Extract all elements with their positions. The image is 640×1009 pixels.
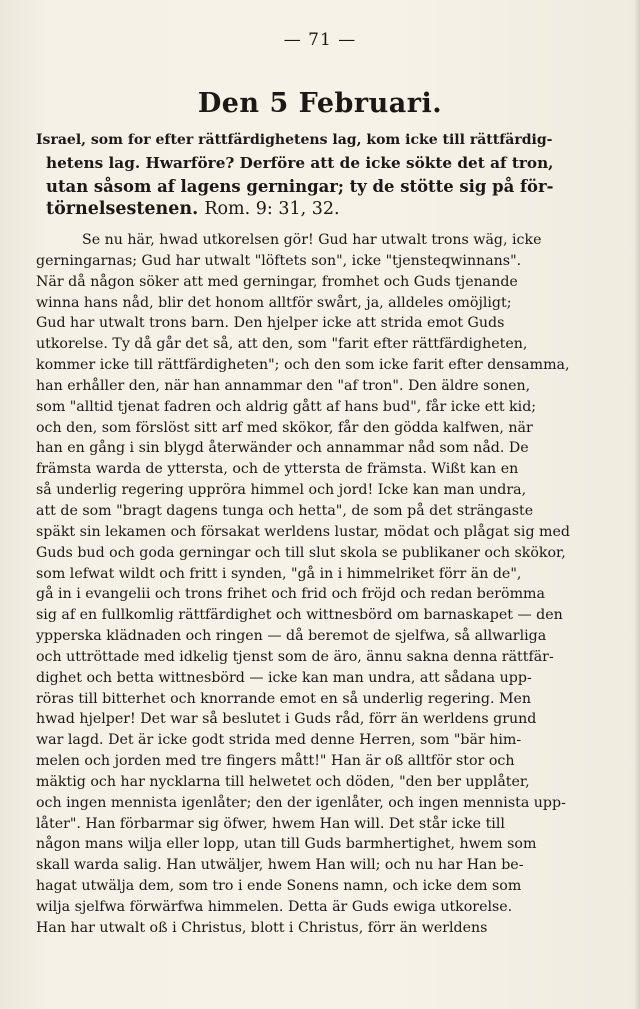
text-line: wilja sjelfwa förwärfwa himmelen. Detta är Guds ewiga utkorelse. bbox=[36, 899, 513, 915]
intro-line-last bbox=[36, 198, 556, 221]
text-line: war lagd. Det är icke godt strida med denne Herren, som "bär him- bbox=[36, 732, 522, 749]
page-edge-shadow bbox=[634, 0, 640, 1009]
text-line: gå in i evangelii och trons frihet och frid och fröjd och redan berömma bbox=[36, 586, 545, 603]
text-line: När då någon söker att med gerningar, fromhet och Guds tjenande bbox=[36, 273, 518, 290]
page-number: — 71 — bbox=[283, 30, 357, 50]
text-line: melen och jorden med tre fingers mått!" Han är oß alltför stor och bbox=[36, 753, 515, 770]
text-line: låter". Han förbarmar sig öfwer, hwem Han will. Det står icke till bbox=[36, 815, 505, 832]
text-line: mäktig och har nycklarna till helwetet och döden, "den ber upplåter, bbox=[36, 773, 530, 790]
text-line: att de som "bragt dagens tunga och hetta", de som på det strängaste bbox=[36, 502, 534, 519]
text-line: han en gång i sin blygd återwänder och annammar nåd som nåd. De bbox=[36, 440, 529, 457]
text-line: som lefwat wildt och fritt i synden, "gå in i himmelriket förr än de", bbox=[36, 565, 522, 582]
text-line: sig af en fullkomlig rättfärdighet och wittnesbörd om barnaskapet — den bbox=[36, 607, 563, 624]
text-line: dighet och betta wittnesbörd — icke kan man undra, att sådana upp- bbox=[36, 669, 532, 686]
text-line: han erhåller den, när han annammar den "af tron". Den äldre sonen, bbox=[36, 377, 531, 394]
intro-line: utan såsom af lagens gerningar; ty de stötte sig på för- bbox=[46, 177, 554, 196]
text-line: Gud har utwalt trons barn. Den hjelper icke att strida emot Guds bbox=[36, 315, 505, 332]
text-line: så underlig regering uppröra himmel och jord! Icke kan man undra, bbox=[36, 482, 527, 499]
body-paragraph bbox=[36, 230, 602, 939]
text-line: kommer icke till rättfärdigheten"; och den som icke farit efter densamma, bbox=[36, 357, 570, 374]
text-line: hagat utwälja dem, som tro i ende Sonens namn, och icke dem som bbox=[36, 878, 522, 895]
scripture-reference: Rom. 9: 31, 32. bbox=[204, 199, 340, 219]
text-line: späkt sin lekamen och försakat werldens lustar, mödat och plågat sig med bbox=[36, 523, 570, 540]
intro-line: Israel, som for efter rättfärdighetens lag, kom icke till rättfärdig- bbox=[36, 132, 553, 148]
intro-line: hetens lag. Hwarföre? Derföre att de icke sökte det af tron, bbox=[46, 154, 554, 172]
text-line: någon mans wilja eller lopp, utan till Guds barmhertighet, hwem som bbox=[36, 836, 537, 853]
text-line: Han har utwalt oß i Christus, blott i Christus, förr än werldens bbox=[36, 919, 488, 936]
text-line: röras till bitterhet och knorrande emot en så underlig regering. Men bbox=[36, 690, 532, 707]
text-line: winna hans nåd, blir det honom alltför swårt, ja, alldeles omöjligt; bbox=[36, 294, 512, 311]
text-line: utkorelse. Ty då går det så, att den, som "farit efter rättfärdigheten, bbox=[36, 336, 528, 353]
text-line: och den, som förslöst sitt arf med skökor, får den gödda kalfwen, när bbox=[36, 419, 533, 436]
text-line: ypperska klädnaden och ringen — då beremot de sjelfwa, så allwarliga bbox=[36, 628, 547, 645]
scripture-intro bbox=[36, 129, 556, 221]
text-line: och ingen mennista igenlåter; den der igenlåter, och ingen mennista upp- bbox=[36, 794, 566, 811]
page-title: Den 5 Februari. bbox=[197, 88, 443, 119]
text-line: skall warda salig. Han utwäljer, hwem Han will; och nu har Han be- bbox=[36, 857, 524, 874]
text-line: Guds bud och goda gerningar och till slut skola se publikaner och skökor, bbox=[36, 544, 566, 561]
text-line: som "alltid tjenat fadren och aldrig gått af hans bud", får icke ett kid; bbox=[36, 398, 537, 415]
text-line: hwad hjelper! Det war så beslutet i Guds råd, förr än werldens grund bbox=[36, 711, 537, 728]
text-line: främsta warda de yttersta, och de yttersta de främsta. Wißt kan en bbox=[36, 461, 519, 478]
text-line: och uttröttade med idkelig tjenst som de äro, ännu sakna denna rättfär- bbox=[36, 648, 554, 665]
text-line: Se nu här, hwad utkorelsen gör! Gud har utwalt trons wäg, icke bbox=[82, 232, 542, 248]
text-line: gerningarnas; Gud har utwalt "löftets son", icke "tjensteqwinnans". bbox=[36, 252, 522, 269]
intro-last-words: törnelsestenen. bbox=[46, 199, 199, 219]
